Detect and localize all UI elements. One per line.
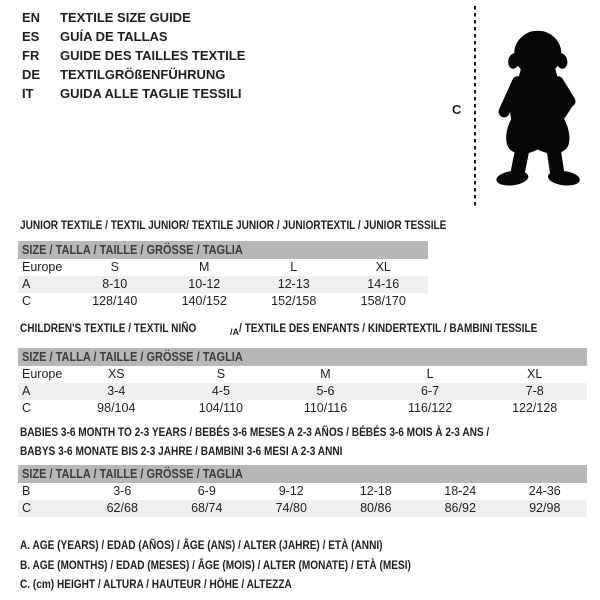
table-cell: XL: [527, 367, 543, 381]
language-code: EN: [22, 10, 41, 25]
row-label: Europe: [22, 367, 63, 381]
table-cell: 116/122: [407, 401, 453, 415]
legend-note-line: [20, 557, 485, 577]
table-row: [18, 366, 587, 383]
table-cell: 62/68: [106, 501, 138, 515]
language-list: [22, 8, 245, 103]
table-cell: 14-16: [367, 277, 400, 291]
table-cell: XS: [107, 367, 125, 381]
table-size-header: [18, 241, 428, 259]
table-cell: 110/116: [303, 401, 348, 415]
table-row: [18, 259, 428, 276]
language-label: TEXTILE SIZE GUIDE: [60, 10, 191, 25]
size-header-text: SIZE / TALLA / TAILLE / GRÖSSE / TAGLIA: [22, 243, 243, 257]
size-table-junior: [18, 241, 428, 310]
table-cell: 12-13: [277, 277, 310, 291]
table-cell: 5-6: [316, 384, 335, 398]
language-code: DE: [22, 67, 41, 82]
legend-notes: [20, 537, 485, 596]
table-row: [18, 276, 428, 293]
row-label: C: [22, 401, 32, 415]
table-cell: 7-8: [525, 384, 544, 398]
title-text: BABYS 3-6 MONATE BIS 2-3 JAHRE / BAMBINI 3-6 MESI A 2-3 ANNI: [20, 444, 343, 458]
language-code: FR: [22, 48, 40, 63]
section-title-line: [20, 443, 579, 462]
language-row: [22, 8, 245, 27]
section-title-children: [20, 320, 594, 339]
table-row: [18, 483, 587, 500]
table-row: [18, 293, 428, 310]
language-row: [22, 65, 245, 84]
table-cell: 128/140: [92, 294, 138, 308]
table-cell: 3-6: [113, 484, 132, 498]
title-text: / TEXTILE DES ENFANTS / KINDERTEXTIL / BAMBINI TESSILE: [238, 321, 538, 335]
language-row: [22, 46, 245, 65]
language-label: GUIDE DES TAILLES TEXTILE: [60, 48, 246, 63]
table-cell: 92/98: [529, 501, 561, 515]
table-cell: XL: [375, 260, 391, 274]
table-cell: L: [290, 260, 298, 274]
table-cell: 3-4: [107, 384, 126, 398]
table-cell: 12-18: [359, 484, 392, 498]
table-cell: 122/128: [512, 401, 558, 415]
table-cell: 68/74: [191, 501, 223, 515]
table-cell: 140/152: [181, 294, 227, 308]
table-cell: 158/170: [360, 294, 406, 308]
legend-note-line: [20, 576, 485, 596]
language-code: ES: [22, 29, 40, 44]
size-header-text: SIZE / TALLA / TAILLE / GRÖSSE / TAGLIA: [22, 350, 243, 364]
table-cell: 4-5: [211, 384, 230, 398]
row-label: Europe: [22, 260, 63, 274]
table-row: [18, 500, 587, 517]
section-title-line: [20, 424, 579, 443]
table-cell: 152/158: [271, 294, 317, 308]
table-cell: M: [320, 367, 331, 381]
table-size-header: [18, 465, 587, 483]
table-cell: 18-24: [444, 484, 477, 498]
table-cell: 6-9: [197, 484, 216, 498]
table-row: [18, 383, 587, 400]
size-header-text: SIZE / TALLA / TAILLE / GRÖSSE / TAGLIA: [22, 467, 243, 481]
table-cell: L: [426, 367, 434, 381]
table-cell: 80/86: [360, 501, 392, 515]
legend-note-text: B. AGE (MONTHS) / EDAD (MESES) / ÂGE (MOIS) / ALTER (MONATE) / ETÀ (MESI): [20, 557, 411, 572]
table-cell: 8-10: [102, 277, 128, 291]
height-dashed-line: [474, 6, 476, 208]
table-cell: 104/110: [198, 401, 244, 415]
baby-figure: [450, 4, 598, 212]
row-label: A: [22, 384, 31, 398]
language-row: [22, 84, 245, 103]
title-subscript: /A: [229, 327, 239, 337]
row-label: B: [22, 484, 31, 498]
table-cell: S: [216, 367, 226, 381]
table-cell: 10-12: [188, 277, 221, 291]
legend-note-text: C. (cm) HEIGHT / ALTURA / HAUTEUR / HÖHE / ALTEZZA: [20, 577, 292, 591]
baby-silhouette-icon: [484, 4, 596, 212]
table-cell: 6-7: [421, 384, 440, 398]
size-table-babies: [18, 465, 587, 517]
row-label: C: [22, 501, 32, 515]
table-cell: 98/104: [97, 401, 136, 415]
table-cell: 24-36: [528, 484, 561, 498]
section-title-junior: [20, 217, 528, 236]
table-cell: S: [110, 260, 119, 274]
section-title-babies: [20, 424, 579, 462]
legend-note-line: [20, 537, 485, 557]
title-text: CHILDREN'S TEXTILE / TEXTIL NIÑO: [20, 321, 197, 335]
table-size-header: [18, 348, 587, 366]
table-cell: 86/92: [444, 501, 476, 515]
legend-note-text: A. AGE (YEARS) / EDAD (AÑOS) / ÂGE (ANS) / ALTER (JAHRE) / ETÀ (ANNI): [20, 538, 383, 552]
table-row: [18, 400, 587, 417]
section-title-line: [20, 320, 594, 339]
language-label: GUÍA DE TALLAS: [60, 29, 168, 44]
section-title-line: [20, 217, 528, 236]
language-code: IT: [22, 86, 34, 101]
size-table-children: [18, 348, 587, 417]
height-label-c: C: [452, 102, 462, 117]
language-label: GUIDA ALLE TAGLIE TESSILI: [60, 86, 242, 101]
language-label: TEXTILGRÖßENFÜHRUNG: [60, 67, 226, 82]
language-row: [22, 27, 245, 46]
table-cell: M: [199, 260, 210, 274]
table-cell: 74/80: [275, 501, 307, 515]
table-cell: 9-12: [278, 484, 304, 498]
row-label: C: [22, 294, 32, 308]
title-text: JUNIOR TEXTILE / TEXTIL JUNIOR/ TEXTILE JUNIOR / JUNIORTEXTIL / JUNIOR TESSILE: [20, 218, 447, 232]
row-label: A: [22, 277, 31, 291]
title-text: BABIES 3-6 MONTH TO 2-3 YEARS / BEBÉS 3-6 MESES A 2-3 AÑOS / BÉBÉS 3-6 MOIS À 2-3 ANS /: [20, 425, 490, 439]
